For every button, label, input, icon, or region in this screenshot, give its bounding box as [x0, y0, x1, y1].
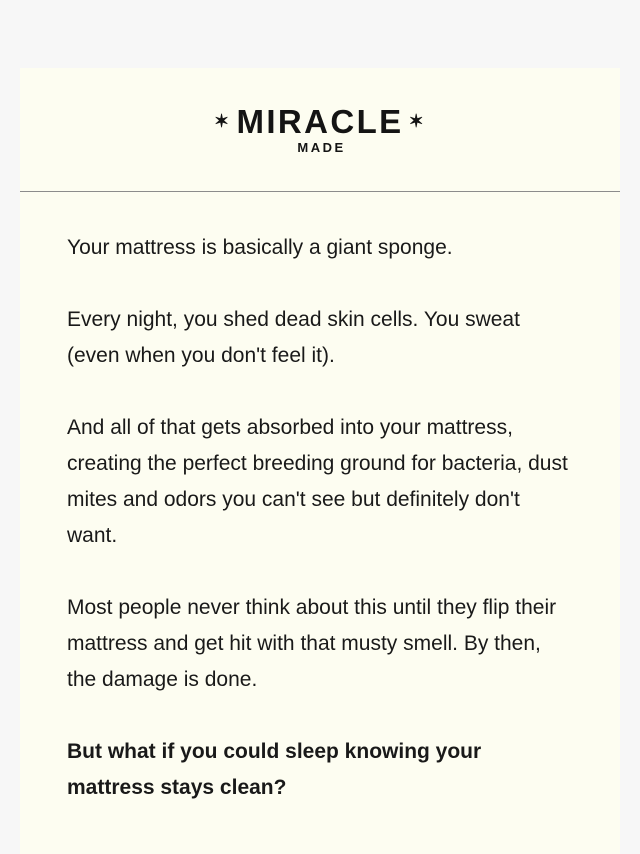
- body-paragraph: Your mattress is basically a giant sponge.: [67, 236, 453, 259]
- email-card: [20, 68, 620, 854]
- brand-wordmark: [214, 104, 426, 140]
- body-paragraph: Every night, you shed dead skin cells. You sweat (even when you don't feel it).: [67, 308, 520, 367]
- star-right-icon: ✶: [408, 111, 427, 131]
- brand-logo[interactable]: [214, 104, 426, 155]
- email-body: [20, 192, 620, 806]
- star-left-icon: ✶: [213, 111, 232, 131]
- body-paragraph: And all of that gets absorbed into your mattress, creating the perfect breeding ground for bacteria, dust mites and odors you can't see but definitely don't want.: [67, 416, 568, 547]
- brand-name-top: MIRACLE: [236, 103, 404, 140]
- body-paragraph: Most people never think about this until they flip their mattress and get hit with that musty smell. By then, the damage is done.: [67, 596, 557, 691]
- brand-name-bottom: MADE: [297, 140, 346, 155]
- body-question: But what if you could sleep knowing your mattress stays clean?: [67, 740, 482, 799]
- email-header: [20, 68, 620, 192]
